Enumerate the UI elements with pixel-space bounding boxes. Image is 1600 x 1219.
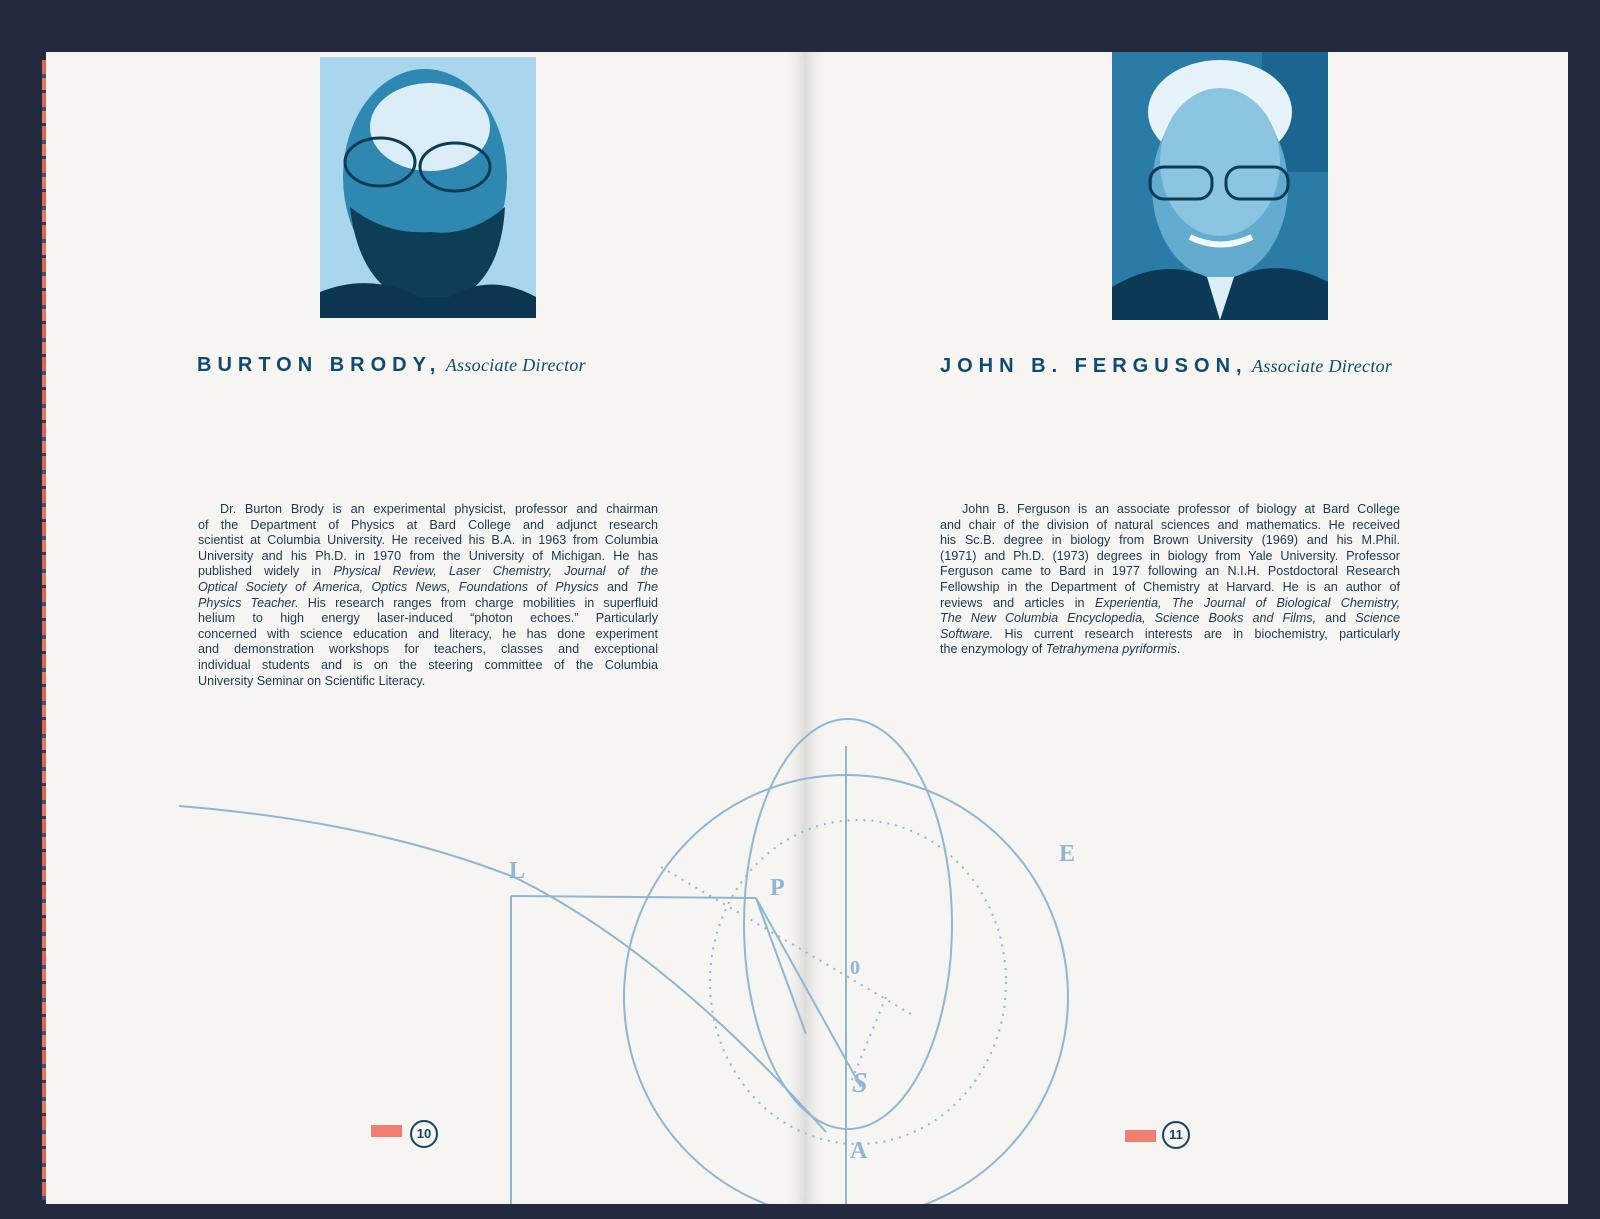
bio-line xyxy=(940,549,1400,565)
bio-paragraph-brody xyxy=(198,502,658,689)
bio-line xyxy=(198,596,658,612)
bio-line xyxy=(198,549,658,565)
person-role: Associate Director xyxy=(445,355,586,375)
bio-line xyxy=(198,674,658,690)
bio-text: John B. Ferguson is an associate professor of biology at Bard College xyxy=(962,502,1400,516)
bio-italic-text: Software. xyxy=(940,626,994,641)
bio-line xyxy=(198,564,658,580)
bio-text: and chair of the division of natural sciences and mathematics. He received xyxy=(940,517,1400,532)
bio-text: His research ranges from charge mobilities in superfluid xyxy=(298,595,658,610)
bio-text: his Sc.B. degree in biology from Brown University (1969) and his M.Phil. xyxy=(940,533,1400,548)
person-name: JOHN B. FERGUSON, xyxy=(940,355,1248,377)
page-number: 11 xyxy=(1162,1121,1190,1149)
bio-line xyxy=(940,502,1400,518)
person-name: BURTON BRODY, xyxy=(197,354,442,376)
bio-text: University and his Ph.D. in 1970 from the University of Michigan. He has xyxy=(198,548,658,563)
bio-line xyxy=(198,611,658,627)
diagram-label-e: E xyxy=(1059,841,1076,867)
bio-line xyxy=(198,518,658,534)
bio-text: helium to high energy laser-induced “photon echoes.” Particularly xyxy=(198,611,658,626)
bio-line xyxy=(198,627,658,643)
bio-line xyxy=(940,642,1400,658)
right-page xyxy=(806,52,1568,1204)
bio-line xyxy=(940,596,1400,612)
bio-italic-text: Experientia, The Journal of Biological Chemistry, xyxy=(1094,595,1401,610)
diagram-label-o: 0 xyxy=(850,957,860,979)
bio-paragraph-ferguson xyxy=(940,502,1400,658)
bio-line xyxy=(198,642,658,658)
bio-italic-text: The xyxy=(636,579,658,594)
bio-text: University Seminar on Scientific Literacy. xyxy=(198,673,426,688)
bio-text: individual students and is on the steering committee of the Columbia xyxy=(198,657,658,672)
portrait-john-ferguson xyxy=(1112,52,1328,320)
bio-italic-text: Science xyxy=(1355,611,1400,626)
bio-text: and xyxy=(598,579,637,594)
bio-line xyxy=(940,611,1400,627)
bio-text: reviews and articles in xyxy=(940,595,1095,610)
bio-text: (1971) and Ph.D. (1973) degrees in biology from Yale University. Professor xyxy=(940,548,1400,563)
bio-text: Dr. Burton Brody is an experimental physicist, professor and chairman xyxy=(220,502,658,516)
bio-italic-text: Physics Teacher. xyxy=(198,595,299,610)
bio-text: concerned with science education and literacy, he has done experiment xyxy=(198,626,658,641)
bio-italic-text: The New Columbia Encyclopedia, Science Books and Films, xyxy=(940,611,1317,626)
right-heading xyxy=(940,355,1392,378)
bio-line xyxy=(940,533,1400,549)
bio-text: published widely in xyxy=(198,564,334,579)
diagram-label-l: L xyxy=(509,858,526,884)
bio-text: and xyxy=(1316,611,1356,626)
person-role: Associate Director xyxy=(1252,356,1393,376)
page-tab-marker xyxy=(1125,1130,1156,1142)
bio-line xyxy=(198,502,658,518)
bio-line xyxy=(198,580,658,596)
page-number: 10 xyxy=(410,1120,438,1148)
bio-line xyxy=(198,533,658,549)
bio-text: of the Department of Physics at Bard College and adjunct research xyxy=(198,517,658,532)
bio-text: His current research interests are in biochemistry, particularly xyxy=(993,626,1400,641)
bio-text: scientist at Columbia University. He received his B.A. in 1963 from Columbia xyxy=(198,533,658,548)
bio-line xyxy=(940,580,1400,596)
left-page xyxy=(46,52,806,1204)
diagram-label-s: S xyxy=(852,1068,868,1099)
bio-line xyxy=(940,518,1400,534)
bio-italic-text: Tetrahymena pyriformis xyxy=(1045,642,1177,657)
bio-text: Ferguson came to Bard in 1977 following an N.I.H. Postdoctoral Research xyxy=(940,564,1400,579)
bio-italic-text: Optical Society of America, Optics News, Foundations of Physics xyxy=(198,579,599,594)
book-spread xyxy=(46,52,1568,1204)
bio-line xyxy=(940,564,1400,580)
bio-line xyxy=(940,627,1400,643)
bio-line xyxy=(198,658,658,674)
bio-text: Fellowship in the Department of Chemistry at Harvard. He is an author of xyxy=(940,579,1400,594)
bio-text: and demonstration workshops for teachers, classes and exceptional xyxy=(198,642,658,657)
page-tab-marker xyxy=(371,1125,402,1137)
bio-text: . xyxy=(1176,642,1181,657)
diagram-label-p: P xyxy=(770,875,785,901)
diagram-label-a: A xyxy=(850,1138,868,1164)
bio-text: the enzymology of xyxy=(940,642,1046,657)
portrait-burton-brody xyxy=(320,57,536,318)
bio-italic-text: Physical Review, Laser Chemistry, Journal of the xyxy=(333,564,659,579)
left-heading xyxy=(197,354,586,377)
